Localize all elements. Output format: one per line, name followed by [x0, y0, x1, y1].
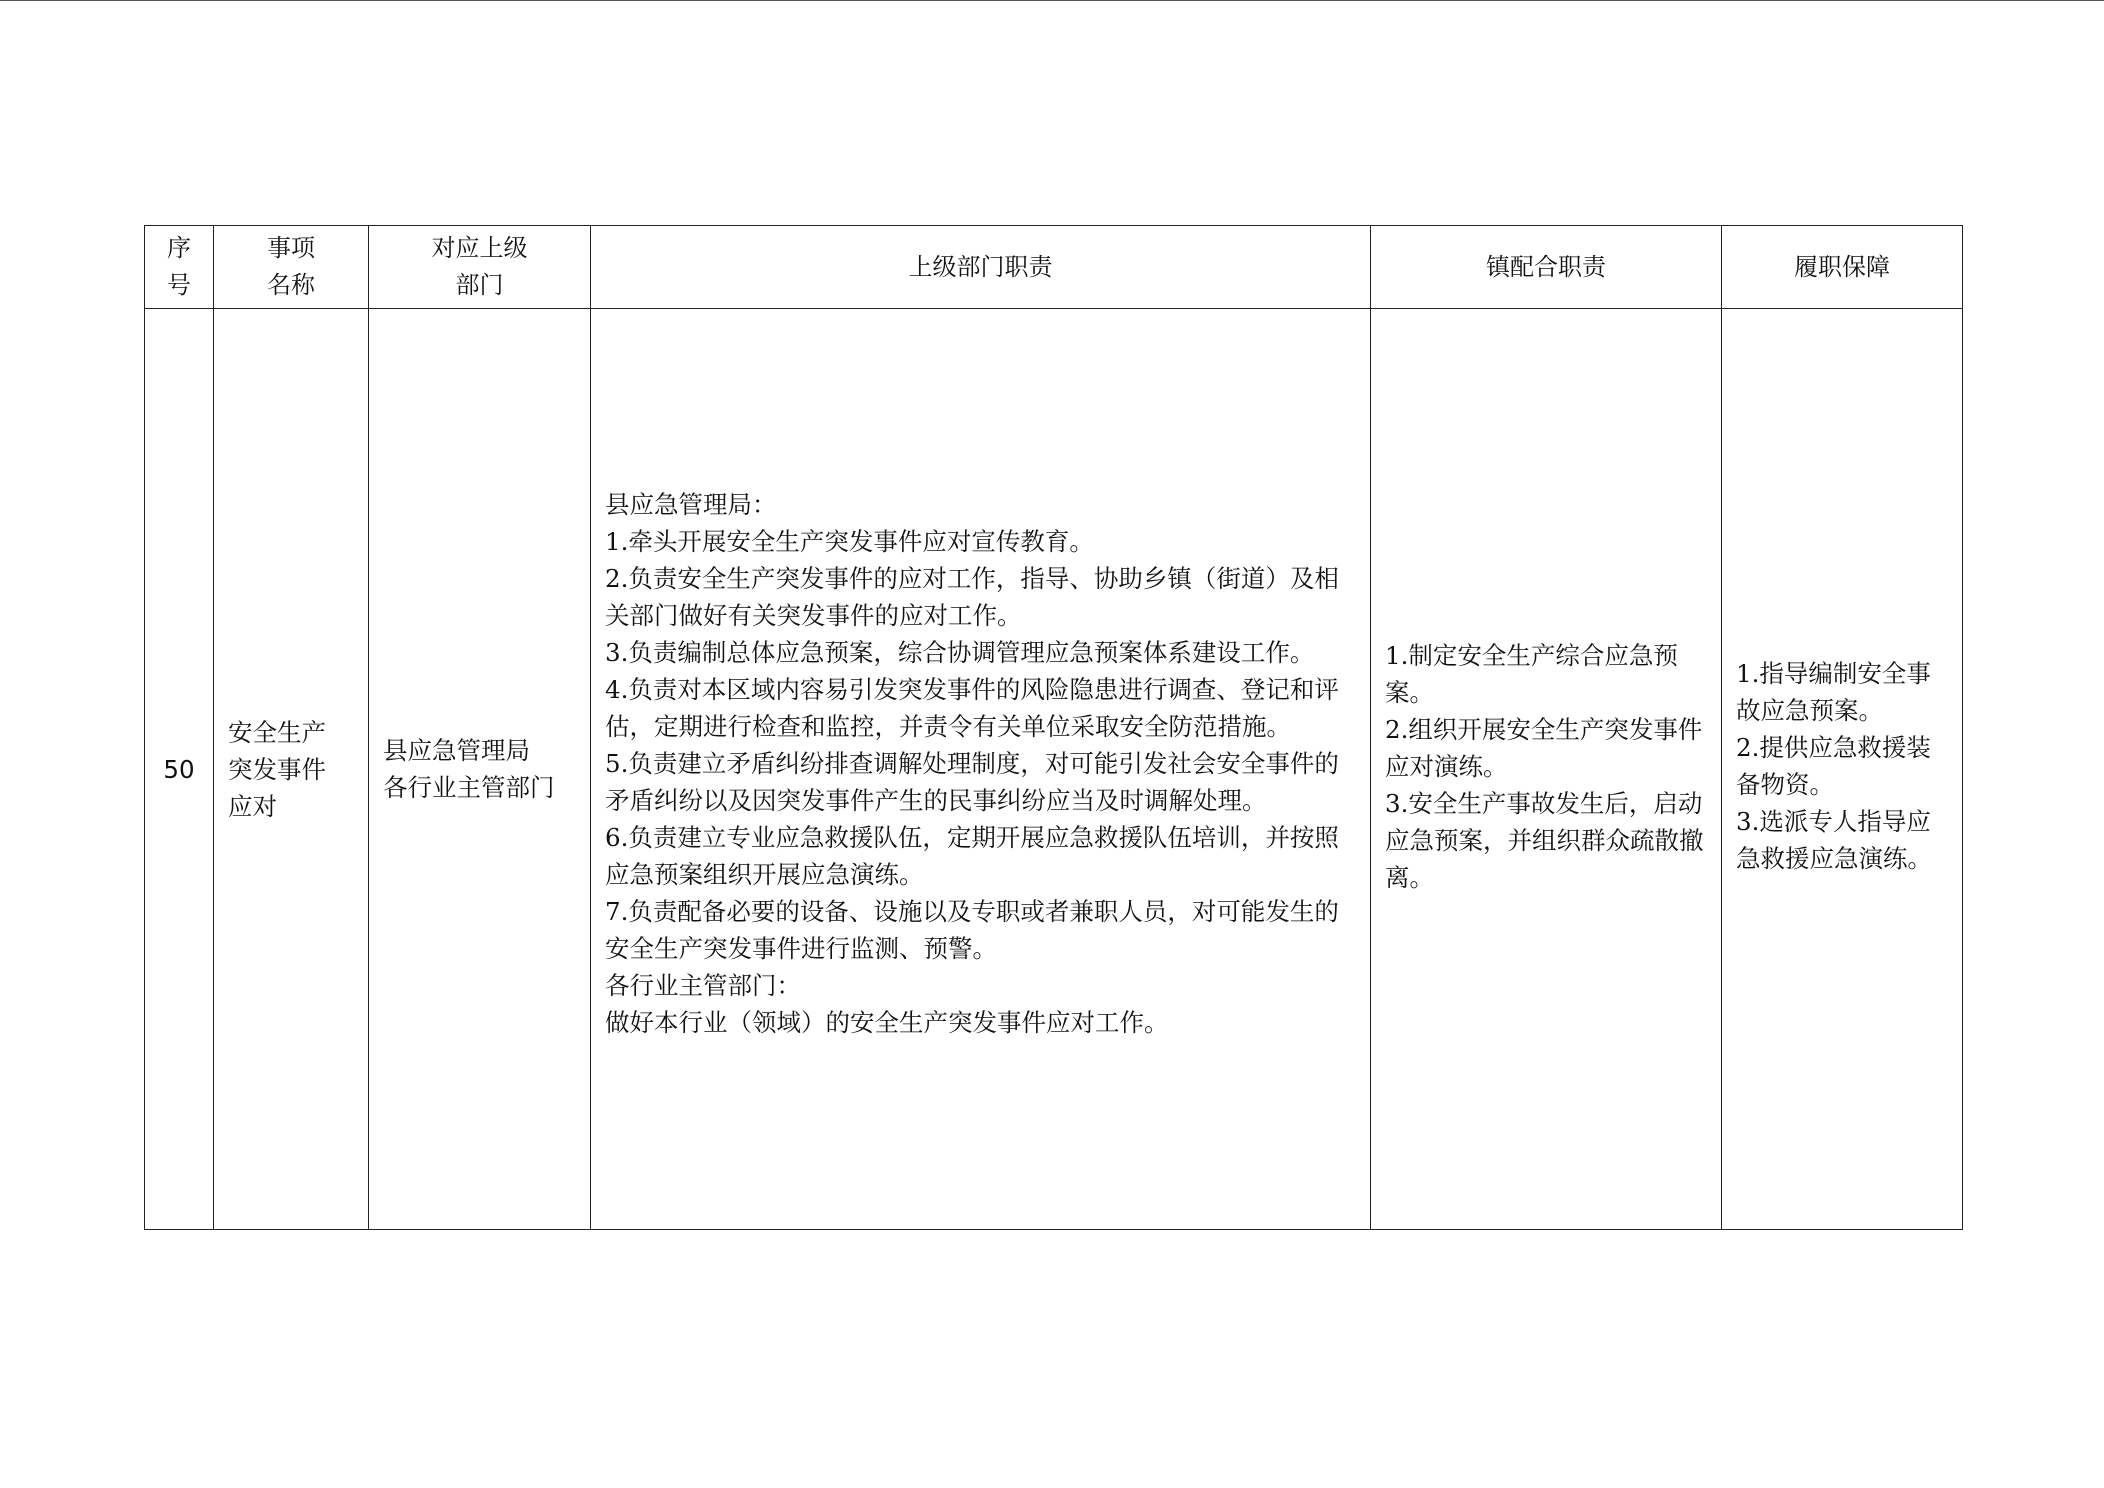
guarantee-line-1: 1.指导编制安全事故应急预案。: [1736, 659, 1931, 725]
table-row: [145, 309, 1963, 1230]
page-top-border: [0, 0, 2104, 1]
department-line-2: 各行业主管部门: [383, 773, 555, 802]
cell-upper-duties: [591, 309, 1371, 1230]
town-duty-line-3: 3.安全生产事故发生后，启动应急预案，并组织群众疏散撤离。: [1385, 788, 1704, 892]
header-town-duties: 镇配合职责: [1371, 226, 1722, 309]
duty-table: [144, 225, 1963, 1230]
header-item-line-1: 事项: [267, 234, 315, 262]
header-seq: [145, 226, 214, 309]
header-upper-department: [369, 226, 591, 309]
guarantee-line-3: 3.选派专人指导应急救援应急演练。: [1736, 807, 1932, 873]
department-line-1: 县应急管理局: [383, 736, 530, 765]
table-header-row: [145, 226, 1963, 309]
item-name-line-3: 应对: [228, 791, 277, 821]
upper-duty-line-2: 2.负责安全生产突发事件的应对工作，指导、协助乡镇（街道）及相关部门做好有关突发事件的应对工作。: [605, 563, 1339, 630]
town-duty-line-2: 2.组织开展安全生产突发事件应对演练。: [1385, 714, 1703, 781]
item-name-line-2: 突发事件: [228, 754, 326, 784]
header-guarantee: 履职保障: [1722, 226, 1963, 309]
header-seq-line-1: 序: [167, 234, 191, 262]
upper-duty-line-0: 县应急管理局：: [605, 489, 777, 519]
upper-duty-line-7: 7.负责配备必要的设备、设施以及专职或者兼职人员，对可能发生的安全生产突发事件进行监测、预警。: [605, 896, 1339, 963]
header-dept-line-1: 对应上级: [431, 234, 528, 262]
header-item-name: [214, 226, 369, 309]
upper-duty-line-1: 1.牵头开展安全生产突发事件应对宣传教育。: [605, 526, 1094, 556]
upper-duty-line-4: 4.负责对本区域内容易引发突发事件的风险隐患进行调查、登记和评估，定期进行检查和监控，并责令有关单位采取安全防范措施。: [605, 674, 1339, 741]
header-seq-line-2: 号: [167, 271, 191, 299]
cell-item-name: [214, 309, 369, 1230]
seq-value: 50: [163, 754, 195, 784]
cell-department: [369, 309, 591, 1230]
upper-duty-line-5: 5.负责建立矛盾纠纷排查调解处理制度，对可能引发社会安全事件的矛盾纠纷以及因突发事件产生的民事纠纷应当及时调解处理。: [605, 748, 1339, 815]
item-name-line-1: 安全生产: [228, 717, 326, 747]
header-dept-line-2: 部门: [455, 271, 504, 299]
header-item-line-2: 名称: [267, 271, 315, 299]
upper-duty-line-9: 做好本行业（领域）的安全生产突发事件应对工作。: [605, 1007, 1169, 1037]
upper-duty-line-3: 3.负责编制总体应急预案，综合协调管理应急预案体系建设工作。: [605, 637, 1315, 667]
cell-town-duties: [1371, 309, 1722, 1230]
guarantee-line-2: 2.提供应急救援装备物资。: [1736, 733, 1931, 799]
header-upper-duties: 上级部门职责: [591, 226, 1371, 309]
town-duty-line-1: 1.制定安全生产综合应急预案。: [1385, 640, 1678, 707]
cell-seq: [145, 309, 214, 1230]
upper-duty-line-6: 6.负责建立专业应急救援队伍，定期开展应急救援队伍培训，并按照应急预案组织开展应急演练。: [605, 822, 1339, 889]
cell-guarantee: [1722, 309, 1963, 1230]
upper-duty-line-8: 各行业主管部门：: [605, 970, 801, 1000]
